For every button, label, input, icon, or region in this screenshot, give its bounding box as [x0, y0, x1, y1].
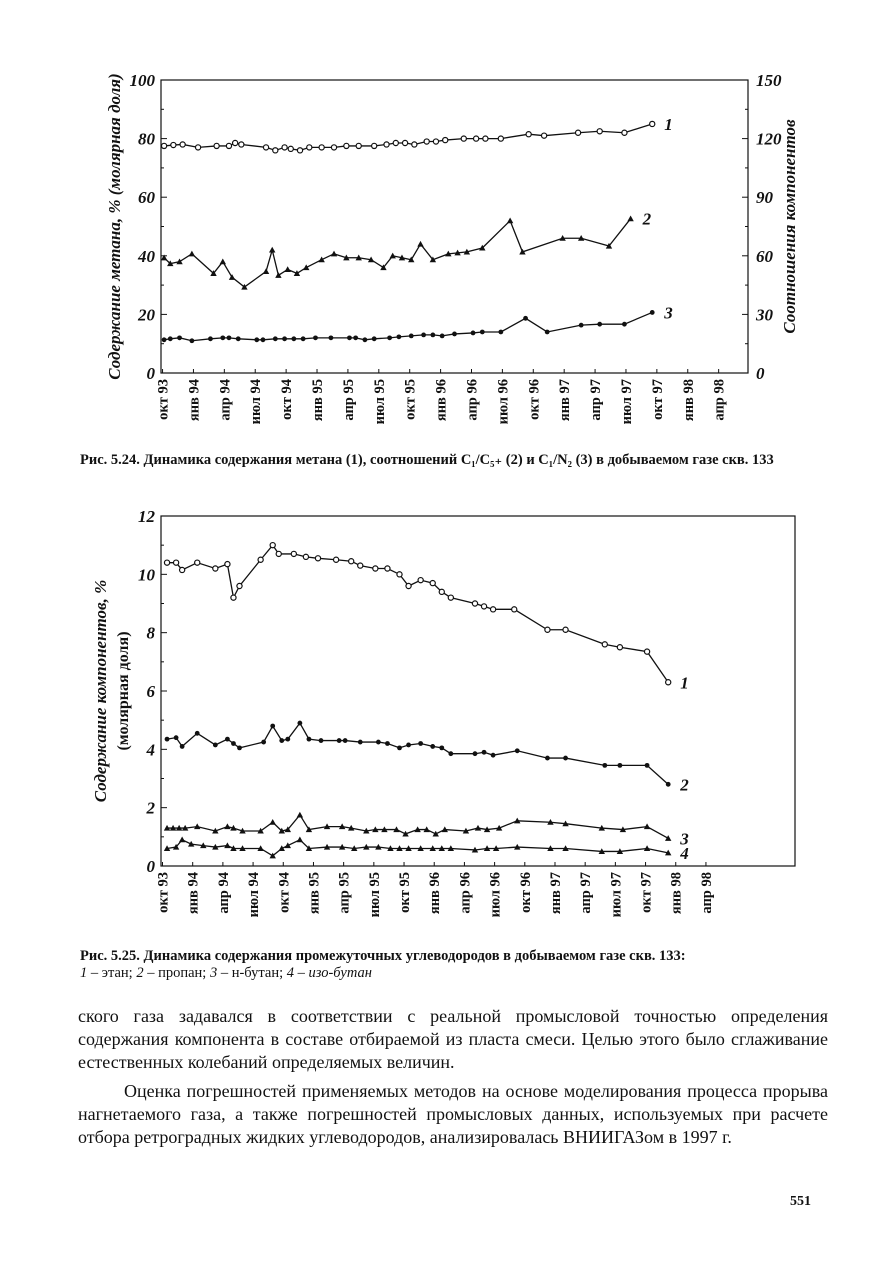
y-tick-label: 0	[146, 857, 155, 876]
data-point	[239, 142, 244, 147]
x-tick-label: июл 95	[371, 379, 388, 425]
figure-5-24-chart	[0, 0, 894, 450]
x-tick-label: апр 98	[698, 872, 715, 914]
data-point	[373, 566, 378, 571]
data-point	[452, 332, 457, 337]
data-point	[225, 562, 230, 567]
x-tick-label: янв 94	[185, 872, 202, 915]
data-point	[461, 136, 466, 141]
data-point	[666, 680, 671, 685]
y2-axis-title: Соотношения компонентов	[780, 119, 799, 334]
x-tick-label: окт 93	[155, 379, 172, 420]
series-label: 1	[664, 114, 673, 134]
data-point	[384, 142, 389, 147]
data-point	[195, 145, 200, 150]
data-point	[226, 143, 231, 148]
data-point	[229, 274, 235, 280]
paragraph: ского газа задавался в соответствии с реальной промысловой точностью определения содержания компонента в составе отбираемой из пласта смеси. Целью этого было сглаживание естественных колебаний определяемых величин.	[78, 1006, 828, 1072]
data-point	[650, 121, 655, 126]
x-tick-label: апр 97	[578, 872, 595, 914]
x-tick-label: окт 97	[649, 379, 666, 420]
data-point	[220, 335, 225, 340]
data-point	[597, 129, 602, 134]
series-label: 1	[680, 673, 689, 693]
data-point	[329, 335, 334, 340]
y-tick-label: 6	[146, 682, 155, 701]
y-tick-label: 8	[146, 623, 155, 643]
y2-tick-label: 60	[756, 246, 773, 266]
data-point	[279, 845, 285, 851]
data-point	[440, 333, 445, 338]
x-tick-label: июл 95	[366, 872, 383, 918]
data-point	[337, 738, 342, 743]
figure-5-24-caption-text: Динамика содержания метана (1), соотношений C₁/C₅₊ (2) и C₁/N₂ (3) в добываемом газе скв. 133	[143, 452, 774, 468]
data-point	[418, 578, 423, 583]
x-tick-label: июл 94	[246, 872, 263, 918]
y-tick-label: 12	[138, 507, 155, 526]
x-tick-label: янв 98	[668, 872, 685, 915]
data-point	[430, 580, 435, 585]
legend-item: 2 – пропан;	[136, 965, 207, 981]
data-point	[483, 136, 488, 141]
data-point	[233, 140, 238, 145]
y-tick-label: 10	[138, 565, 155, 585]
data-point	[472, 601, 477, 606]
data-point	[303, 264, 309, 270]
data-point	[563, 756, 568, 761]
data-point	[406, 583, 411, 588]
data-point	[307, 737, 312, 742]
data-point	[387, 335, 392, 340]
data-point	[402, 140, 407, 145]
figure-5-25-caption	[80, 948, 830, 982]
data-point	[269, 247, 275, 253]
data-point	[372, 143, 377, 148]
series-3	[162, 303, 674, 343]
data-point	[358, 563, 363, 568]
data-point	[213, 743, 218, 748]
x-tick-label: апр 98	[711, 379, 728, 421]
data-point	[319, 145, 324, 150]
x-tick-label: янв 97	[547, 872, 564, 915]
data-point	[471, 331, 476, 336]
data-point	[579, 323, 584, 328]
data-point	[645, 763, 650, 768]
data-point	[236, 336, 241, 341]
data-point	[318, 257, 324, 263]
y-axis-title: Содержание компонентов, %	[91, 579, 110, 803]
data-point	[273, 336, 278, 341]
y2-tick-label: 30	[756, 305, 773, 325]
y2-tick-label: 120	[756, 129, 782, 149]
data-point	[208, 336, 213, 341]
data-point	[319, 738, 324, 743]
data-point	[270, 724, 275, 729]
data-point	[622, 322, 627, 327]
y-tick-label: 0	[146, 364, 155, 383]
y-axis-title: Содержание метана, % (молярная доля)	[105, 73, 124, 380]
data-point	[545, 330, 550, 335]
data-point	[285, 737, 290, 742]
x-tick-label: июл 94	[248, 379, 265, 425]
data-point	[397, 745, 402, 750]
data-point	[174, 735, 179, 740]
data-point	[424, 139, 429, 144]
figure-5-24-caption	[80, 452, 830, 469]
x-tick-label: апр 96	[464, 379, 481, 421]
data-point	[288, 146, 293, 151]
y-tick-label: 2	[146, 798, 155, 818]
data-point	[227, 335, 232, 340]
data-point	[490, 607, 495, 612]
data-point	[545, 756, 550, 761]
x-tick-label: янв 94	[186, 379, 203, 422]
data-point	[622, 130, 627, 135]
data-point	[481, 604, 486, 609]
data-point	[439, 745, 444, 750]
data-point	[650, 310, 655, 315]
data-point	[224, 823, 230, 829]
data-point	[162, 337, 167, 342]
data-point	[498, 136, 503, 141]
data-point	[275, 272, 281, 278]
data-point	[515, 748, 520, 753]
legend-item: 1 – этан;	[80, 965, 133, 981]
data-point	[627, 215, 633, 221]
data-point	[237, 583, 242, 588]
data-point	[482, 750, 487, 755]
x-tick-label: окт 94	[279, 379, 296, 420]
x-tick-label: апр 94	[215, 872, 232, 914]
data-point	[409, 333, 414, 338]
data-point	[376, 740, 381, 745]
series-2	[165, 721, 690, 795]
x-tick-label: окт 96	[526, 379, 543, 420]
data-point	[179, 837, 185, 843]
x-tick-label: янв 95	[306, 872, 323, 915]
data-point	[334, 557, 339, 562]
data-point	[597, 322, 602, 327]
data-point	[665, 835, 671, 841]
data-point	[617, 763, 622, 768]
data-point	[474, 136, 479, 141]
legend-item: 3 – н-бутан;	[209, 965, 284, 981]
data-point	[301, 336, 306, 341]
data-point	[285, 842, 291, 848]
y-axis-title-line2: (молярная доля)	[115, 631, 132, 751]
data-point	[331, 251, 337, 257]
data-point	[189, 338, 194, 343]
data-point	[356, 143, 361, 148]
series-line	[167, 723, 668, 784]
series-1	[161, 115, 672, 153]
data-point	[214, 143, 219, 148]
series-line	[164, 124, 652, 150]
data-point	[297, 812, 303, 818]
y-tick-label: 60	[138, 188, 155, 208]
data-point	[220, 258, 226, 264]
x-tick-label: окт 94	[276, 872, 293, 913]
data-point	[421, 333, 426, 338]
series-line	[164, 312, 652, 340]
series-1	[164, 543, 688, 693]
x-tick-label: окт 95	[397, 872, 414, 913]
data-point	[180, 142, 185, 147]
data-point	[433, 831, 439, 837]
data-point	[176, 258, 182, 264]
data-point	[303, 554, 308, 559]
data-point	[180, 567, 185, 572]
data-point	[430, 333, 435, 338]
x-tick-label: янв 98	[680, 379, 697, 422]
x-tick-label: апр 96	[457, 872, 474, 914]
data-point	[385, 566, 390, 571]
data-point	[297, 148, 302, 153]
x-tick-label: окт 96	[517, 872, 534, 913]
y-tick-label: 80	[138, 129, 155, 149]
plot-frame	[161, 516, 795, 866]
data-point	[393, 140, 398, 145]
series-line	[167, 545, 668, 682]
x-tick-label: янв 96	[427, 872, 444, 915]
data-point	[195, 731, 200, 736]
data-point	[270, 543, 275, 548]
data-point	[165, 737, 170, 742]
data-point	[270, 819, 276, 825]
y-tick-label: 20	[138, 305, 155, 325]
figure-5-24-caption-prefix: Рис. 5.24.	[80, 452, 140, 468]
x-tick-label: июл 96	[495, 379, 512, 425]
data-point	[523, 316, 528, 321]
x-tick-label: окт 97	[638, 872, 655, 913]
data-point	[390, 253, 396, 259]
data-point	[475, 825, 481, 831]
data-point	[276, 551, 281, 556]
data-point	[171, 142, 176, 147]
data-point	[418, 741, 423, 746]
x-tick-label: апр 97	[588, 379, 605, 421]
figure-5-25-caption-prefix: Рис. 5.25.	[80, 948, 140, 964]
data-point	[282, 145, 287, 150]
data-point	[263, 145, 268, 150]
data-point	[307, 145, 312, 150]
legend-item: 4 – изо-бутан	[286, 965, 372, 981]
data-point	[448, 595, 453, 600]
data-point	[406, 743, 411, 748]
data-point	[195, 560, 200, 565]
y-tick-label: 40	[138, 246, 155, 266]
data-point	[343, 738, 348, 743]
data-point	[284, 266, 290, 272]
x-tick-label: окт 93	[155, 872, 172, 913]
x-tick-label: июл 96	[487, 872, 504, 918]
figure-5-25-caption-text: Динамика содержания промежуточных углеводородов в добываемом газе скв. 133:	[143, 948, 686, 964]
data-point	[225, 737, 230, 742]
data-point	[347, 335, 352, 340]
y-tick-label: 100	[129, 71, 155, 90]
data-point	[507, 217, 513, 223]
data-point	[258, 557, 263, 562]
data-point	[168, 336, 173, 341]
figure-5-25-legend	[80, 965, 830, 982]
data-point	[363, 337, 368, 342]
data-point	[541, 133, 546, 138]
data-point	[512, 607, 517, 612]
data-point	[602, 642, 607, 647]
plot-frame	[161, 80, 748, 373]
data-point	[313, 335, 318, 340]
data-point	[372, 336, 377, 341]
series-3	[164, 812, 689, 849]
data-point	[231, 595, 236, 600]
page-number: 551	[790, 1194, 811, 1209]
data-point	[602, 763, 607, 768]
data-point	[396, 334, 401, 339]
data-point	[331, 145, 336, 150]
data-point	[443, 137, 448, 142]
series-2	[161, 210, 652, 290]
series-label: 4	[680, 843, 689, 863]
data-point	[353, 335, 358, 340]
data-point	[237, 745, 242, 750]
data-point	[498, 330, 503, 335]
series-line	[164, 219, 631, 287]
series-label: 2	[680, 775, 689, 795]
data-point	[575, 130, 580, 135]
data-point	[231, 741, 236, 746]
data-point	[480, 330, 485, 335]
data-point	[473, 751, 478, 756]
series-label: 3	[680, 829, 689, 849]
data-point	[397, 572, 402, 577]
data-point	[545, 627, 550, 632]
data-point	[177, 335, 182, 340]
x-tick-label: апр 95	[336, 872, 353, 914]
data-point	[344, 143, 349, 148]
data-point	[417, 241, 423, 247]
y2-tick-label: 90	[756, 188, 773, 208]
x-tick-label: янв 96	[433, 379, 450, 422]
data-point	[349, 559, 354, 564]
data-point	[526, 132, 531, 137]
data-point	[164, 560, 169, 565]
data-point	[297, 721, 302, 726]
y2-tick-label: 0	[756, 364, 765, 383]
data-point	[263, 268, 269, 274]
data-point	[180, 744, 185, 749]
data-point	[261, 740, 266, 745]
series-label: 2	[642, 209, 652, 229]
data-point	[563, 627, 568, 632]
data-point	[385, 741, 390, 746]
data-point	[282, 336, 287, 341]
data-point	[433, 139, 438, 144]
data-point	[439, 589, 444, 594]
data-point	[161, 143, 166, 148]
data-point	[279, 738, 284, 743]
y-tick-label: 4	[146, 740, 155, 760]
data-point	[430, 744, 435, 749]
data-point	[617, 645, 622, 650]
data-point	[213, 566, 218, 571]
data-point	[254, 337, 259, 342]
series-label: 3	[664, 303, 673, 323]
data-point	[273, 148, 278, 153]
figure-5-25-chart	[0, 500, 894, 945]
y2-tick-label: 150	[756, 71, 782, 90]
data-point	[448, 751, 453, 756]
data-point	[291, 336, 296, 341]
x-tick-label: окт 95	[402, 379, 419, 420]
data-point	[358, 740, 363, 745]
x-tick-label: апр 94	[217, 379, 234, 421]
x-tick-label: июл 97	[608, 872, 625, 918]
x-tick-label: апр 95	[340, 379, 357, 421]
data-point	[315, 556, 320, 561]
series-4	[164, 837, 689, 863]
data-point	[412, 142, 417, 147]
data-point	[491, 753, 496, 758]
paragraph: Оценка погрешностей применяемых методов на основе моделирования процесса прорыва нагнетаемого газа, а также погрешностей промысловых данных, используемых при расчете отбора ретроградных жидких углеводородов, анализировалась ВНИИГАЗом в 1997 г.	[78, 1081, 828, 1147]
x-tick-label: янв 97	[557, 379, 574, 422]
body-text	[78, 1005, 828, 1149]
data-point	[666, 782, 671, 787]
data-point	[261, 337, 266, 342]
x-tick-label: июл 97	[618, 379, 635, 425]
data-point	[189, 251, 195, 257]
data-point	[644, 649, 649, 654]
data-point	[297, 837, 303, 843]
data-point	[173, 560, 178, 565]
x-tick-label: янв 95	[310, 379, 327, 422]
data-point	[291, 551, 296, 556]
